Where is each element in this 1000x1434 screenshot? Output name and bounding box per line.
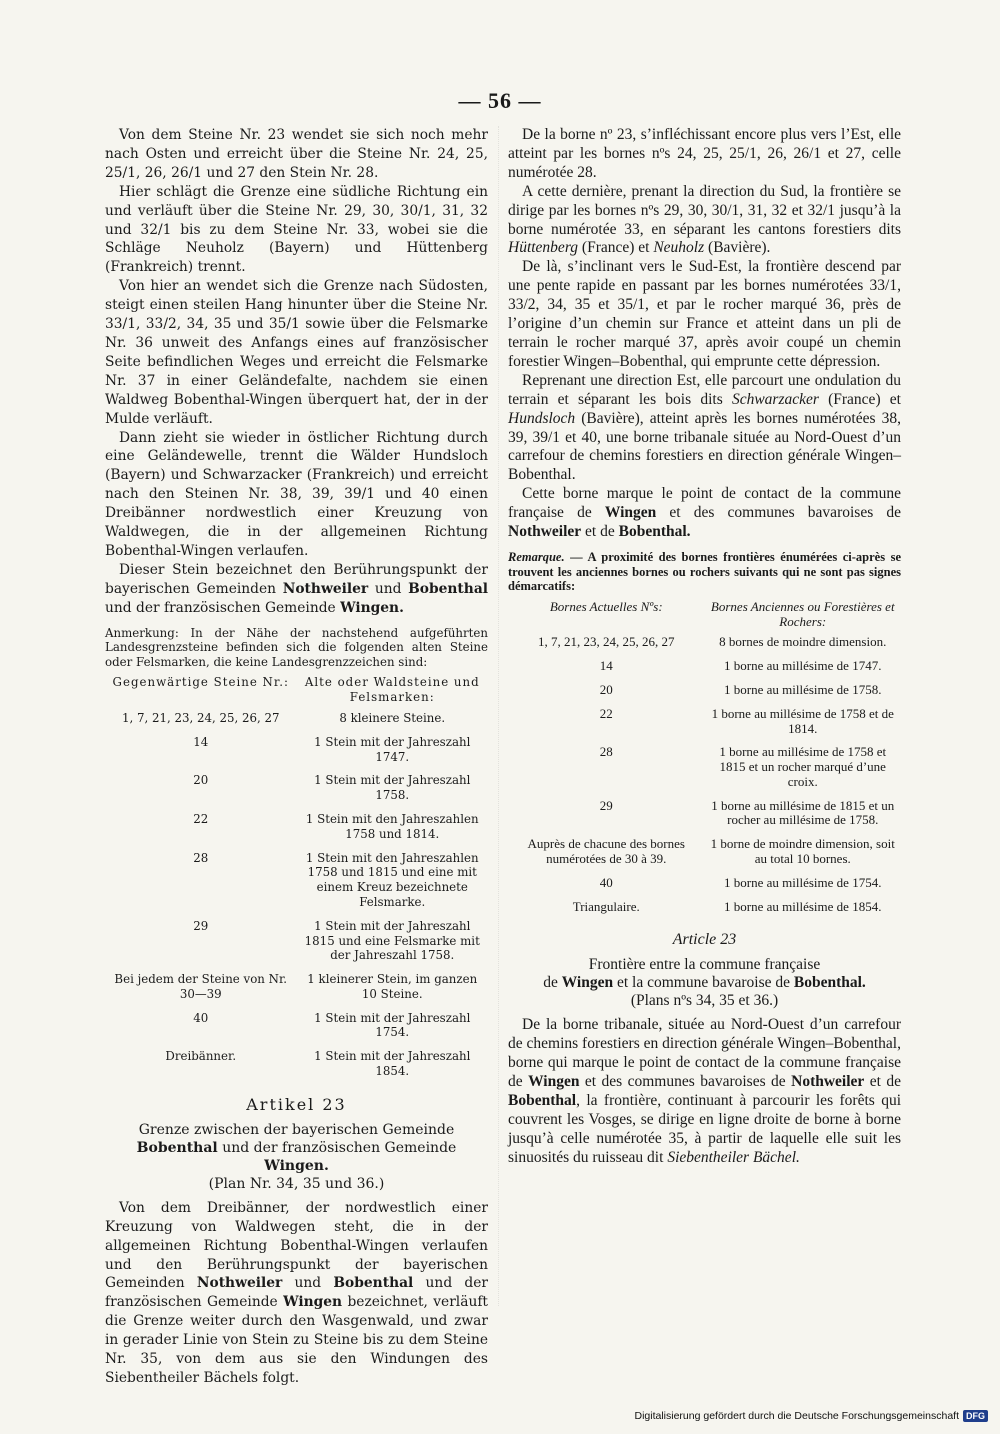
table-row: 28 1 borne au millésime de 1758 et 1815 et un rocher marqué d’une croix.: [599, 744, 887, 789]
table-row: 29 1 Stein mit der Jahreszahl 1815 und eine Felsmarke mit der Jahreszahl 1758.: [193, 918, 480, 963]
table-row: Dreibänner. 1 Stein mit der Jahreszahl 1854.: [165, 1049, 471, 1079]
german-paragraph-2: Hier schlägt die Grenze eine südliche Richtung ein und verläuft über die Steine Nr. 29, 30, 30/1, 31, 32 und 32/1 bis zu dem Steine Nr. 33, wobei sie die Schläge Neuholz (Bayern) und Hüttenberg (Frankreich) trennt.: [105, 183, 488, 276]
dfg-logo: DFG: [963, 1410, 988, 1422]
german-table-header-1: Gegenwärtige Steine Nr.:: [112, 675, 289, 690]
french-paragraph-contact: Cette borne marque le point de contact de la commune française de Wingen et des communes bavaroises de Nothweiler et de Bobenthal.: [508, 485, 901, 541]
table-row: 20 1 borne au millésime de 1758.: [599, 681, 882, 697]
german-table-header-2: Alte oder Waldsteine und Felsmarken:: [304, 675, 480, 705]
german-paragraph-contact: Dieser Stein bezeichnet den Berührungspunkt der bayerischen Gemeinden Nothweiler und Bobenthal und der französischen Gemeinde Wingen.: [105, 561, 488, 616]
table-row: 22 1 Stein mit den Jahreszahlen 1758 und 1814.: [193, 811, 479, 841]
table-row: 40 1 Stein mit der Jahreszahl 1754.: [193, 1010, 471, 1040]
german-paragraph-3: Von hier an wendet sich die Grenze nach Südosten, steigt einen steilen Hang hinunter über die Steine Nr. 33/1, 33/2, 34, 35 und 35/1 sowie über die Felsmarke Nr. 36 unweit des Anfangs eines auf französischer Seite befindlichen Weges und erreicht die Felsmarke Nr. 37 in einer Geländefalte, nachdem sie einen Waldweg Bobenthal-Wingen überquert hat, der in der Mulde verläuft.: [105, 278, 488, 427]
digitization-footer: [634, 1410, 988, 1422]
table-row: 14 1 Stein mit der Jahreszahl 1747.: [193, 734, 471, 764]
table-row: 22 1 borne au millésime de 1758 et de 1814.: [599, 705, 894, 736]
french-paragraph-4: Reprenant une direction Est, elle parcourt une ondulation du terrain et séparant les bois dits Schwarzacker (France) et Hundsloch (Bavière), atteint après les bornes numérotées 38, 39, 39/1 et 40, une borne tribanale située au Nord-Ouest d’un carrefour de chemins forestiers en direction générale Wingen–Bobenthal.: [508, 371, 901, 484]
table-row: 1, 7, 21, 23, 24, 25, 26, 27 8 kleinere Steine.: [121, 710, 446, 725]
column-divider: [498, 126, 499, 1306]
french-paragraph-2: A cette dernière, prenant la direction du Sud, la frontière se dirige par les bornes nºs 29, 30, 30/1, 31, 32 et 32/1 jusqu’à la borne numérotée 33, en séparant les cantons forestiers dits Hüttenberg (France) et Neuholz (Bavière).: [508, 182, 901, 257]
german-paragraph-1: Von dem Steine Nr. 23 wendet sie sich noch mehr nach Osten und erreicht über die Steine Nr. 24, 25, 25/1, 26, 26/1 und 27 den Stein Nr. 28.: [105, 127, 488, 181]
french-table-header-2: Bornes Anciennes ou Forestières et Rochers:: [710, 598, 895, 629]
french-paragraph-3: De là, s’inclinant vers le Sud-Est, la frontière descend par une pente rapide en passant par les bornes numérotées 33/1, 33/2, 34, 35 et 35/1, et par le rocher marqué 36, près de l’origine d’un chemin sur France et atteint dans un pli de terrain le rocher marqué 37, après avoir coupé un chemin forestier Wingen–Bobenthal, qui emprunte cette dépression.: [508, 258, 901, 370]
german-article-text: Von dem Dreibänner, der nordwestlich einer Kreuzung von Waldwegen steht, die in der allgemeinen Richtung Bobenthal-Wingen verlaufen und den Berührungspunkt der bayerischen Gemeinden Nothweiler und Bobenthal und der französischen Gemeinde Wingen bezeichnet, verläuft die Grenze weiter durch den Wasgenwald, und zwar in gerader Linie von Stein zu Steine bis zu dem Steine Nr. 35, von dem aus sie den Windungen des Siebentheiler Bächels folgt.: [105, 1199, 488, 1386]
table-row: Bei jedem der Steine von Nr. 30—39 1 kleinerer Stein, im ganzen 10 Steine.: [114, 972, 478, 1001]
german-article-subtitle: Grenze zwischen der bayerischen Gemeinde Bobenthal und der französischen Gemeinde Wingen. (Plan Nr. 34, 35 und 36.): [136, 1121, 457, 1192]
french-column: [508, 126, 901, 1168]
french-paragraph-1: De la borne nº 23, s’infléchissant encore plus vers l’Est, elle atteint par les bornes nºs 24, 25, 25/1, 26, 26/1 et 27, celle numérotée 28.: [508, 126, 901, 181]
table-row: Auprès de chacune des bornes numérotées de 30 à 39. 1 borne de moindre dimension, soit au total 10 bornes.: [527, 836, 895, 867]
table-row: Triangulaire. 1 borne au millésime de 1854.: [572, 898, 882, 914]
table-row: 14 1 borne au millésime de 1747.: [599, 658, 882, 674]
table-row: 40 1 borne au millésime de 1754.: [599, 874, 882, 890]
french-article-title: Article 23: [672, 931, 737, 949]
french-stones-table: [508, 600, 901, 924]
german-article-title: Artikel 23: [246, 1094, 347, 1114]
german-paragraph-4: Dann zieht sie wieder in östlicher Richtung durch eine Geländewelle, trennt die Wälder Hundsloch (Bayern) und Schwarzacker (Frankreich) und erreicht nach den Steinen Nr. 38, 39, 39/1 und 40 einen Dreibänner nordwestlich einer Kreuzung von Waldwegen, die in der allgemeinen Richtung Bobenthal-Wingen verlaufen.: [105, 429, 488, 559]
french-remark: Remarque. — A proximité des bornes frontières énumérées ci-après se trouvent les anciennes bornes ou rochers suivants qui ne sont pas signes démarcatifs:: [508, 549, 901, 594]
german-column: [105, 126, 488, 1388]
table-row: 29 1 borne au millésime de 1815 et un rocher au millésime de 1758.: [599, 797, 895, 828]
table-row: 1, 7, 21, 23, 24, 25, 26, 27 8 bornes de moindre dimension.: [538, 634, 887, 650]
french-table-header-1: Bornes Actuelles Nºs:: [549, 598, 663, 614]
page-number: — 56 —: [458, 88, 542, 113]
german-remark: Anmerkung: In der Nähe der nachstehend aufgeführten Landesgrenzsteine befinden sich die folgenden alten Steine oder Felsmarken, die keine Landesgrenzzeichen sind:: [105, 625, 488, 669]
table-row: 28 1 Stein mit den Jahreszahlen 1758 und 1815 und eine mit einem Kreuz bezeichnete Felsmarke.: [193, 850, 479, 909]
french-article-text: De la borne tribanale, située au Nord-Ouest d’un carrefour de chemins forestiers en direction générale Wingen–Bobenthal, borne qui marque le point de contact de la commune française de Wingen et des communes bavaroises de Nothweiler et de Bobenthal, la frontière, continuant à parcourir les forêts qui couvrent les Vosges, se dirige en ligne droite de borne à borne jusqu’à celle numérotée 35, à partir de laquelle elle suit les sinuosités du ruisseau dit Siebentheiler Bächel.: [508, 1016, 901, 1166]
table-row: 20 1 Stein mit der Jahreszahl 1758.: [193, 773, 471, 803]
french-article-subtitle: Frontière entre la commune française de Wingen et la commune bavaroise de Bobenthal. (Plans nºs 34, 35 et 36.): [543, 956, 866, 1010]
german-stones-table: [105, 675, 488, 1088]
footer-text: Digitalisierung gefördert durch die Deutsche Forschungsgemeinschaft: [634, 1410, 959, 1422]
